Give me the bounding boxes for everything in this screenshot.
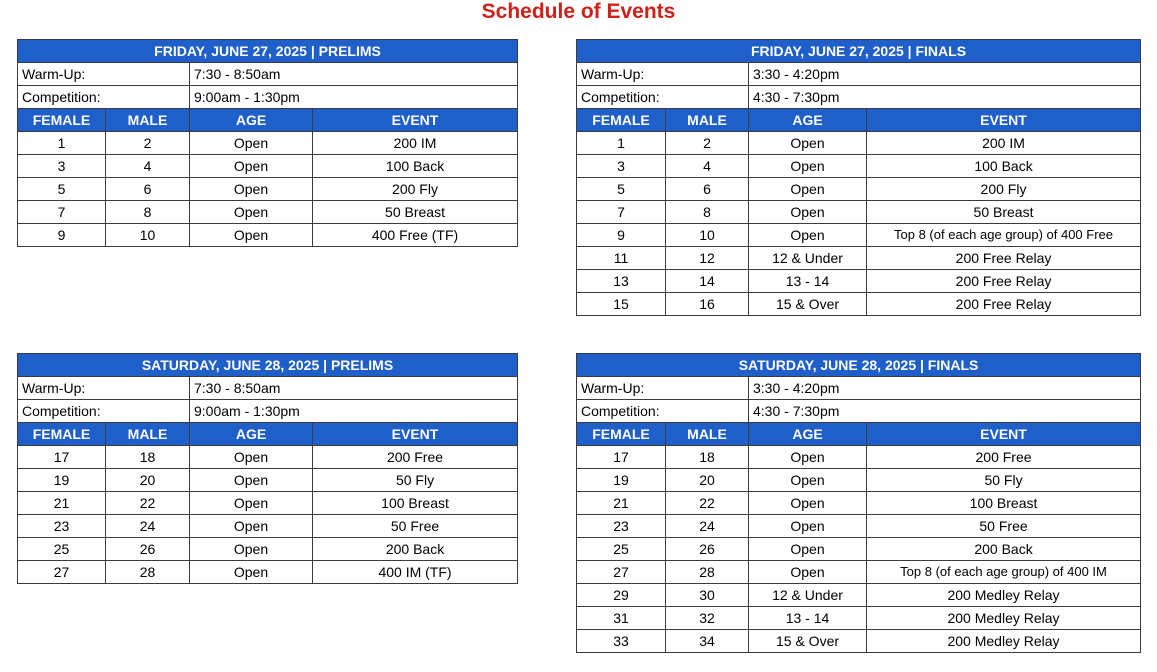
male-event-number: 18 <box>666 446 749 469</box>
event-name: 200 Back <box>867 538 1141 561</box>
female-event-number: 27 <box>18 561 106 584</box>
event-name: 200 Free Relay <box>867 293 1141 316</box>
male-event-number: 18 <box>106 446 190 469</box>
col-header-female: FEMALE <box>18 423 106 446</box>
age-group: Open <box>190 561 313 584</box>
competition-label: Competition: <box>18 86 190 109</box>
event-row <box>577 155 1141 178</box>
female-event-number: 27 <box>577 561 666 584</box>
col-header-event: EVENT <box>313 109 518 132</box>
male-event-number: 2 <box>666 132 749 155</box>
warmup-time: 3:30 - 4:20pm <box>749 377 1141 400</box>
age-group: Open <box>190 155 313 178</box>
event-row <box>577 607 1141 630</box>
event-row <box>18 538 518 561</box>
col-header-male: MALE <box>666 109 749 132</box>
event-row <box>18 446 518 469</box>
event-name: 200 Medley Relay <box>867 607 1141 630</box>
male-event-number: 8 <box>666 201 749 224</box>
event-row <box>577 584 1141 607</box>
female-event-number: 19 <box>18 469 106 492</box>
event-name: 50 Fly <box>867 469 1141 492</box>
male-event-number: 4 <box>666 155 749 178</box>
warmup-time: 7:30 - 8:50am <box>190 377 518 400</box>
column-header-row <box>577 109 1141 132</box>
female-event-number: 31 <box>577 607 666 630</box>
event-name: 200 IM <box>867 132 1141 155</box>
male-event-number: 32 <box>666 607 749 630</box>
event-name: 100 Back <box>313 155 518 178</box>
col-header-event: EVENT <box>313 423 518 446</box>
female-event-number: 17 <box>18 446 106 469</box>
warmup-label: Warm-Up: <box>577 63 749 86</box>
warmup-row <box>18 377 518 400</box>
age-group: Open <box>190 132 313 155</box>
col-header-age: AGE <box>190 423 313 446</box>
age-group: Open <box>190 178 313 201</box>
event-row <box>577 492 1141 515</box>
event-row <box>577 469 1141 492</box>
col-header-age: AGE <box>749 423 867 446</box>
warmup-row <box>577 63 1141 86</box>
male-event-number: 12 <box>666 247 749 270</box>
female-event-number: 3 <box>18 155 106 178</box>
event-row <box>577 293 1141 316</box>
event-row <box>577 515 1141 538</box>
col-header-event: EVENT <box>867 423 1141 446</box>
age-group: Open <box>749 201 867 224</box>
event-name: 50 Free <box>867 515 1141 538</box>
female-event-number: 13 <box>577 270 666 293</box>
age-group: 12 & Under <box>749 247 867 270</box>
female-event-number: 29 <box>577 584 666 607</box>
age-group: Open <box>190 201 313 224</box>
col-header-female: FEMALE <box>577 423 666 446</box>
event-name: Top 8 (of each age group) of 400 IM <box>867 561 1141 584</box>
male-event-number: 30 <box>666 584 749 607</box>
competition-time: 9:00am - 1:30pm <box>190 86 518 109</box>
male-event-number: 24 <box>106 515 190 538</box>
col-header-male: MALE <box>106 109 190 132</box>
female-event-number: 19 <box>577 469 666 492</box>
male-event-number: 20 <box>666 469 749 492</box>
female-event-number: 7 <box>18 201 106 224</box>
warmup-row <box>18 63 518 86</box>
female-event-number: 25 <box>18 538 106 561</box>
age-group: Open <box>749 538 867 561</box>
male-event-number: 26 <box>106 538 190 561</box>
event-name: 50 Breast <box>313 201 518 224</box>
event-row <box>577 630 1141 653</box>
female-event-number: 33 <box>577 630 666 653</box>
female-event-number: 21 <box>18 492 106 515</box>
event-row <box>577 201 1141 224</box>
event-name: 50 Free <box>313 515 518 538</box>
event-row <box>18 155 518 178</box>
female-event-number: 17 <box>577 446 666 469</box>
age-group: Open <box>190 446 313 469</box>
age-group: Open <box>749 469 867 492</box>
col-header-age: AGE <box>190 109 313 132</box>
competition-label: Competition: <box>577 400 749 423</box>
col-header-male: MALE <box>106 423 190 446</box>
male-event-number: 24 <box>666 515 749 538</box>
female-event-number: 3 <box>577 155 666 178</box>
male-event-number: 26 <box>666 538 749 561</box>
event-name: 200 Medley Relay <box>867 630 1141 653</box>
event-name: 200 Fly <box>867 178 1141 201</box>
event-row <box>18 561 518 584</box>
event-row <box>577 224 1141 247</box>
col-header-male: MALE <box>666 423 749 446</box>
event-name: Top 8 (of each age group) of 400 Free <box>867 224 1141 247</box>
male-event-number: 28 <box>106 561 190 584</box>
male-event-number: 16 <box>666 293 749 316</box>
event-row <box>577 270 1141 293</box>
age-group: Open <box>190 469 313 492</box>
event-name: 200 Free <box>867 446 1141 469</box>
event-row <box>18 492 518 515</box>
event-row <box>577 132 1141 155</box>
male-event-number: 14 <box>666 270 749 293</box>
competition-time: 4:30 - 7:30pm <box>749 400 1141 423</box>
age-group: 12 & Under <box>749 584 867 607</box>
friday-finals-table <box>576 39 1141 316</box>
event-name: 200 Back <box>313 538 518 561</box>
event-name: 200 Fly <box>313 178 518 201</box>
event-name: 50 Breast <box>867 201 1141 224</box>
competition-label: Competition: <box>18 400 190 423</box>
female-event-number: 5 <box>577 178 666 201</box>
female-event-number: 23 <box>18 515 106 538</box>
event-row <box>577 561 1141 584</box>
event-row <box>18 132 518 155</box>
male-event-number: 2 <box>106 132 190 155</box>
event-name: 200 Free <box>313 446 518 469</box>
competition-label: Competition: <box>577 86 749 109</box>
warmup-label: Warm-Up: <box>18 63 190 86</box>
session-heading-row <box>18 40 518 63</box>
event-name: 100 Breast <box>313 492 518 515</box>
warmup-time: 3:30 - 4:20pm <box>749 63 1141 86</box>
age-group: 13 - 14 <box>749 270 867 293</box>
col-header-event: EVENT <box>867 109 1141 132</box>
female-event-number: 23 <box>577 515 666 538</box>
female-event-number: 21 <box>577 492 666 515</box>
event-row <box>18 224 518 247</box>
session-heading-row <box>577 354 1141 377</box>
competition-row <box>18 86 518 109</box>
age-group: Open <box>749 446 867 469</box>
column-header-row <box>577 423 1141 446</box>
female-event-number: 11 <box>577 247 666 270</box>
warmup-label: Warm-Up: <box>577 377 749 400</box>
age-group: 15 & Over <box>749 293 867 316</box>
age-group: Open <box>749 492 867 515</box>
age-group: 15 & Over <box>749 630 867 653</box>
friday-prelims-table <box>17 39 518 247</box>
col-header-female: FEMALE <box>18 109 106 132</box>
event-row <box>18 469 518 492</box>
male-event-number: 22 <box>666 492 749 515</box>
age-group: Open <box>749 132 867 155</box>
female-event-number: 7 <box>577 201 666 224</box>
age-group: Open <box>749 178 867 201</box>
col-header-female: FEMALE <box>577 109 666 132</box>
male-event-number: 6 <box>666 178 749 201</box>
event-name: 400 Free (TF) <box>313 224 518 247</box>
age-group: Open <box>190 224 313 247</box>
female-event-number: 25 <box>577 538 666 561</box>
age-group: Open <box>749 515 867 538</box>
event-row <box>577 178 1141 201</box>
event-row <box>18 178 518 201</box>
event-name: 200 IM <box>313 132 518 155</box>
col-header-age: AGE <box>749 109 867 132</box>
event-row <box>577 247 1141 270</box>
competition-row <box>18 400 518 423</box>
page-title: Schedule of Events <box>481 0 676 23</box>
female-event-number: 1 <box>577 132 666 155</box>
male-event-number: 8 <box>106 201 190 224</box>
male-event-number: 34 <box>666 630 749 653</box>
event-name: 50 Fly <box>313 469 518 492</box>
event-name: 400 IM (TF) <box>313 561 518 584</box>
female-event-number: 9 <box>18 224 106 247</box>
male-event-number: 10 <box>106 224 190 247</box>
warmup-label: Warm-Up: <box>18 377 190 400</box>
age-group: 13 - 14 <box>749 607 867 630</box>
competition-row <box>577 86 1141 109</box>
event-row <box>577 446 1141 469</box>
event-row <box>18 201 518 224</box>
competition-time: 9:00am - 1:30pm <box>190 400 518 423</box>
male-event-number: 10 <box>666 224 749 247</box>
male-event-number: 20 <box>106 469 190 492</box>
competition-time: 4:30 - 7:30pm <box>749 86 1141 109</box>
event-row <box>18 515 518 538</box>
event-name: 200 Free Relay <box>867 270 1141 293</box>
age-group: Open <box>190 515 313 538</box>
male-event-number: 6 <box>106 178 190 201</box>
female-event-number: 15 <box>577 293 666 316</box>
male-event-number: 22 <box>106 492 190 515</box>
saturday-prelims-table <box>17 353 518 584</box>
session-heading-row <box>577 40 1141 63</box>
event-row <box>577 538 1141 561</box>
column-header-row <box>18 109 518 132</box>
age-group: Open <box>749 224 867 247</box>
event-name: 200 Free Relay <box>867 247 1141 270</box>
event-name: 100 Back <box>867 155 1141 178</box>
warmup-time: 7:30 - 8:50am <box>190 63 518 86</box>
male-event-number: 28 <box>666 561 749 584</box>
session-heading-row <box>18 354 518 377</box>
age-group: Open <box>190 538 313 561</box>
age-group: Open <box>749 155 867 178</box>
session-heading: SATURDAY, JUNE 28, 2025 | FINALS <box>577 354 1141 377</box>
event-name: 200 Medley Relay <box>867 584 1141 607</box>
male-event-number: 4 <box>106 155 190 178</box>
female-event-number: 1 <box>18 132 106 155</box>
competition-row <box>577 400 1141 423</box>
column-header-row <box>18 423 518 446</box>
event-name: 100 Breast <box>867 492 1141 515</box>
saturday-finals-table <box>576 353 1141 653</box>
female-event-number: 9 <box>577 224 666 247</box>
female-event-number: 5 <box>18 178 106 201</box>
warmup-row <box>577 377 1141 400</box>
session-heading: SATURDAY, JUNE 28, 2025 | PRELIMS <box>18 354 518 377</box>
age-group: Open <box>749 561 867 584</box>
age-group: Open <box>190 492 313 515</box>
session-heading: FRIDAY, JUNE 27, 2025 | FINALS <box>577 40 1141 63</box>
session-heading: FRIDAY, JUNE 27, 2025 | PRELIMS <box>18 40 518 63</box>
